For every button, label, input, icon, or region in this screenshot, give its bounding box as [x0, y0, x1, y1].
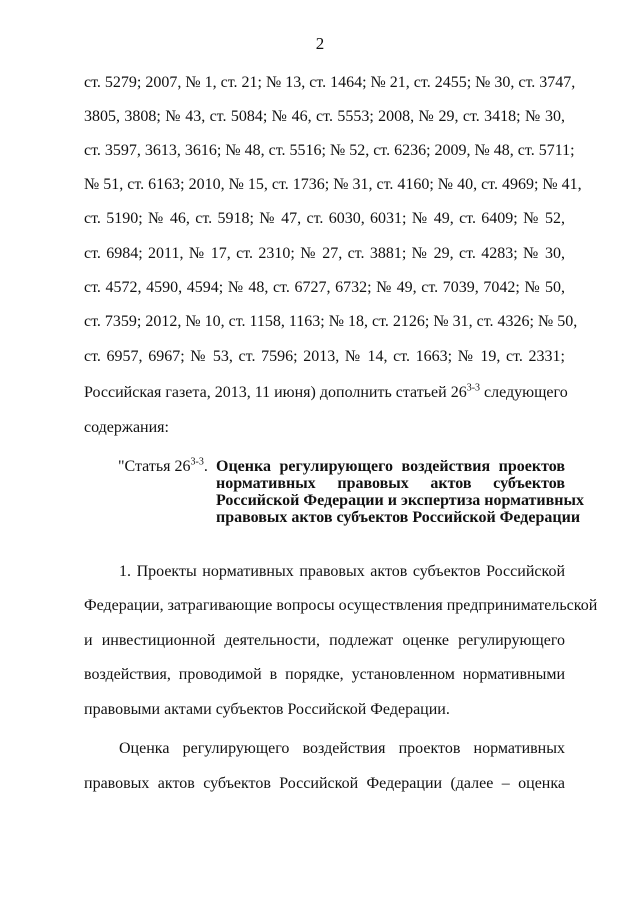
article-label-prefix: "Статья 26 — [118, 458, 191, 475]
text-line: 3805, 3808; № 43, ст. 5084; № 46, ст. 5553; 2008, № 29, ст. 3418; № 30, — [84, 108, 565, 125]
text-line: ст. 4572, 4590, 4594; № 48, ст. 6727, 6732; № 49, ст. 7039, 7042; № 50, — [84, 279, 565, 296]
text-fragment: Российская газета, 2013, 11 июня) дополнить статьей 26 — [84, 384, 467, 401]
article-title-line: нормативных правовых актов субъектов — [216, 475, 565, 492]
article-label — [118, 457, 208, 477]
text-line — [84, 382, 568, 403]
text-line: № 51, ст. 6163; 2010, № 15, ст. 1736; № 31, ст. 4160; № 40, ст. 4969; № 41, — [84, 176, 582, 193]
text-line: 1. Проекты нормативных правовых актов субъектов Российской — [119, 563, 565, 580]
text-line: воздействия, проводимой в порядке, установленном нормативными — [84, 666, 565, 683]
article-title-line: правовых актов субъектов Российской Федерации — [216, 509, 581, 526]
text-line: ст. 3597, 3613, 3616; № 48, ст. 5516; № 52, ст. 6236; 2009, № 48, ст. 5711; — [84, 142, 575, 159]
article-title-line: Российской Федерации и экспертиза нормативных — [216, 492, 584, 509]
article-label-superscript: 3-3 — [190, 456, 204, 468]
text-line: ст. 6957, 6967; № 53, ст. 7596; 2013, № 14, ст. 1663; № 19, ст. 2331; — [84, 348, 565, 365]
text-fragment: следующего — [480, 384, 568, 401]
text-line: Федерации, затрагивающие вопросы осуществления предпринимательской — [84, 597, 598, 614]
article-title-line: Оценка регулирующего воздействия проектов — [216, 458, 565, 475]
text-line: ст. 6984; 2011, № 17, ст. 2310; № 27, ст. 3881; № 29, ст. 4283; № 30, — [84, 245, 565, 262]
text-line: ст. 7359; 2012, № 10, ст. 1158, 1163; № 18, ст. 2126; № 31, ст. 4326; № 50, — [84, 313, 578, 330]
text-line: ст. 5279; 2007, № 1, ст. 21; № 13, ст. 1464; № 21, ст. 2455; № 30, ст. 3747, — [84, 74, 576, 91]
page-number: 2 — [315, 34, 325, 53]
article-label-suffix: . — [203, 458, 208, 475]
article-number-superscript: 3-3 — [466, 382, 481, 394]
text-line: правовыми актами субъектов Российской Федерации. — [84, 701, 450, 718]
text-line: правовых актов субъектов Российской Федерации (далее – оценка — [84, 775, 565, 792]
text-line: ст. 5190; № 46, ст. 5918; № 47, ст. 6030, 6031; № 49, ст. 6409; № 52, — [84, 210, 565, 227]
text-line: и инвестиционной деятельности, подлежат оценке регулирующего — [84, 632, 565, 649]
text-line: Оценка регулирующего воздействия проектов нормативных — [119, 740, 565, 757]
text-line: содержания: — [84, 419, 169, 436]
